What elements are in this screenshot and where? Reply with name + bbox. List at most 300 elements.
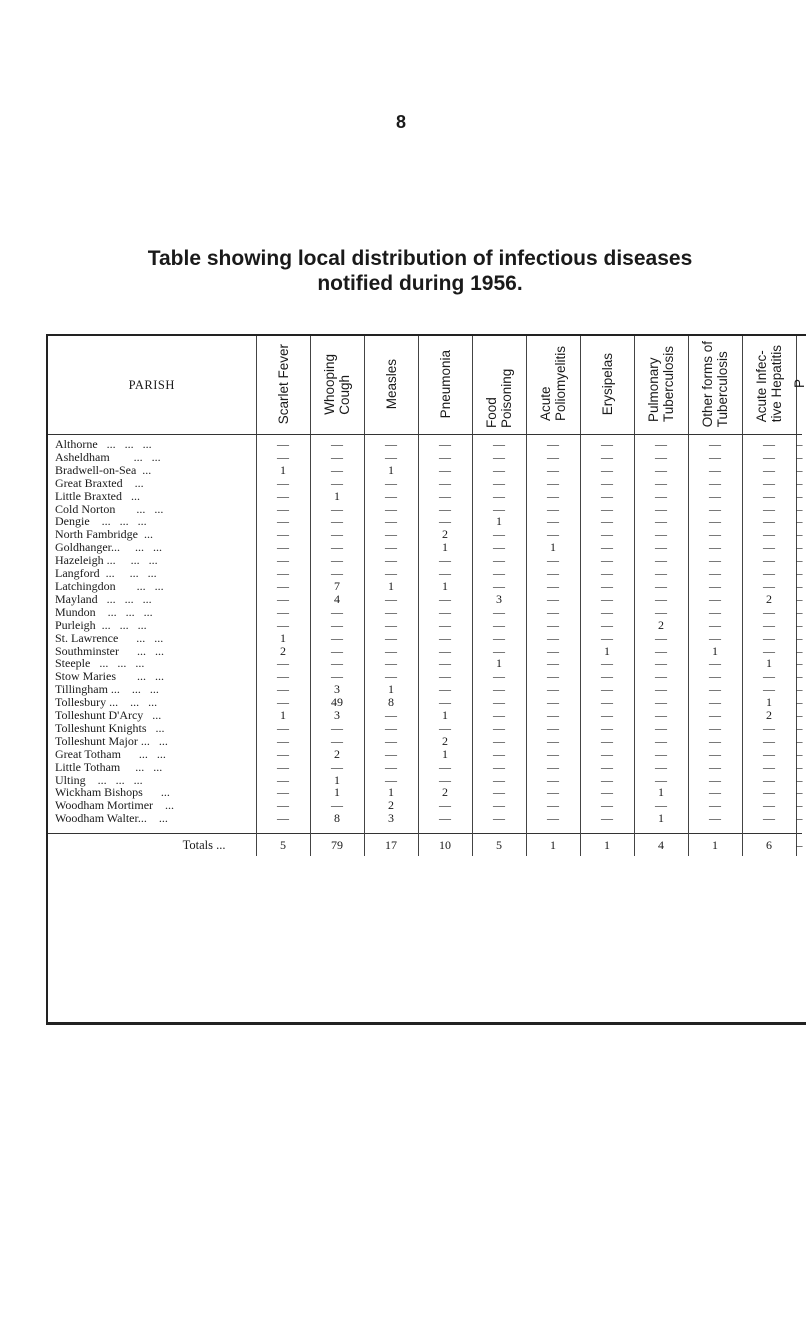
count-cell: — <box>580 567 634 580</box>
column-header-label: Measles <box>383 358 399 410</box>
count-cell: — <box>256 528 310 541</box>
count-cell: 3 <box>310 683 364 696</box>
distribution-table-frame <box>46 334 806 1025</box>
count-cell: — <box>634 503 688 516</box>
parish-name-cell: Tollesbury ... ... ... <box>55 695 158 710</box>
count-cell: — <box>742 477 796 490</box>
count-cell: — <box>580 786 634 799</box>
count-cell: — <box>634 593 688 606</box>
count-cell: – <box>796 527 803 542</box>
count-cell: 1 <box>472 657 526 670</box>
parish-name-cell: Cold Norton ... ... <box>55 501 164 516</box>
distribution-table <box>48 336 807 856</box>
count-cell: — <box>256 451 310 464</box>
count-cell: – <box>796 669 803 684</box>
count-cell: — <box>256 593 310 606</box>
count-cell: — <box>526 735 580 748</box>
count-cell: — <box>364 657 418 670</box>
count-cell: — <box>634 464 688 477</box>
table-row <box>48 761 802 774</box>
count-cell: — <box>418 606 472 619</box>
column-header <box>256 336 310 435</box>
count-cell: 4 <box>310 593 364 606</box>
count-cell: — <box>742 580 796 593</box>
count-cell: — <box>688 696 742 709</box>
count-cell: — <box>256 657 310 670</box>
count-cell: 1 <box>742 657 796 670</box>
count-cell: — <box>418 632 472 645</box>
count-cell: — <box>364 735 418 748</box>
total-cell: 1 <box>688 834 742 857</box>
count-cell: – <box>796 617 803 632</box>
count-cell: — <box>742 761 796 774</box>
count-cell: — <box>742 748 796 761</box>
count-cell: 1 <box>418 709 472 722</box>
count-cell: 1 <box>364 786 418 799</box>
count-cell: — <box>256 786 310 799</box>
table-row <box>48 709 802 722</box>
count-cell: — <box>526 657 580 670</box>
count-cell: — <box>526 528 580 541</box>
count-cell: — <box>688 735 742 748</box>
count-cell: — <box>634 632 688 645</box>
count-cell: 1 <box>634 786 688 799</box>
count-cell: — <box>418 722 472 735</box>
count-cell: — <box>742 722 796 735</box>
count-cell: — <box>310 528 364 541</box>
count-cell: — <box>526 799 580 812</box>
count-cell: – <box>796 759 803 774</box>
spacer-cell <box>364 825 418 834</box>
count-cell: – <box>796 708 803 723</box>
count-cell: — <box>472 528 526 541</box>
count-cell: — <box>742 503 796 516</box>
count-cell: — <box>742 490 796 503</box>
count-cell: – <box>796 514 803 529</box>
count-cell: — <box>472 786 526 799</box>
count-cell: — <box>364 709 418 722</box>
count-cell: — <box>310 645 364 658</box>
count-cell: — <box>688 709 742 722</box>
count-cell: — <box>364 554 418 567</box>
table-row <box>48 477 802 490</box>
count-cell: 2 <box>418 528 472 541</box>
count-cell: — <box>580 554 634 567</box>
count-cell: — <box>580 464 634 477</box>
count-cell: — <box>364 748 418 761</box>
column-header <box>688 336 742 435</box>
count-cell: — <box>580 696 634 709</box>
count-cell: — <box>742 774 796 787</box>
table-row <box>48 554 802 567</box>
parish-name-cell: Dengie ... ... ... <box>55 514 147 529</box>
count-cell: — <box>256 761 310 774</box>
count-cell: — <box>526 567 580 580</box>
count-cell: — <box>256 722 310 735</box>
column-header <box>418 336 472 435</box>
total-cell: 5 <box>256 834 310 857</box>
parish-name-cell: Tillingham ... ... ... <box>55 682 159 697</box>
parish-name-cell: Ulting ... ... ... <box>55 772 143 787</box>
count-cell: — <box>580 490 634 503</box>
count-cell: — <box>634 696 688 709</box>
count-cell: — <box>256 567 310 580</box>
count-cell: — <box>634 748 688 761</box>
count-cell: — <box>310 451 364 464</box>
count-cell: — <box>310 722 364 735</box>
count-cell: — <box>742 799 796 812</box>
count-cell: — <box>418 593 472 606</box>
count-cell: — <box>472 580 526 593</box>
spacer-cell <box>310 825 364 834</box>
count-cell: — <box>526 554 580 567</box>
count-cell: 1 <box>364 683 418 696</box>
count-cell: — <box>688 812 742 825</box>
table-body <box>48 435 802 857</box>
count-cell: – <box>796 449 803 464</box>
count-cell: 3 <box>310 709 364 722</box>
count-cell: — <box>634 554 688 567</box>
count-cell: – <box>796 462 803 477</box>
count-cell: — <box>742 554 796 567</box>
count-cell: 2 <box>634 619 688 632</box>
spacer-cell <box>634 825 688 834</box>
count-cell: — <box>364 435 418 451</box>
spacer-cell <box>418 825 472 834</box>
count-cell: – <box>796 695 803 710</box>
count-cell: — <box>580 657 634 670</box>
count-cell: — <box>418 696 472 709</box>
count-cell: — <box>688 503 742 516</box>
parish-column-header: PARISH <box>48 336 256 435</box>
count-cell: 2 <box>364 799 418 812</box>
title-line-1: Table showing local distribution of infectious diseases <box>147 247 693 270</box>
table-row <box>48 812 802 825</box>
spacer-cell <box>580 825 634 834</box>
column-header <box>472 336 526 435</box>
count-cell: — <box>418 435 472 451</box>
count-cell: — <box>310 657 364 670</box>
count-cell: — <box>472 554 526 567</box>
count-cell: — <box>688 632 742 645</box>
table-row <box>48 696 802 709</box>
count-cell: — <box>580 435 634 451</box>
count-cell: — <box>634 515 688 528</box>
count-cell: — <box>526 774 580 787</box>
count-cell: — <box>580 503 634 516</box>
count-cell: — <box>634 645 688 658</box>
table-row <box>48 670 802 683</box>
count-cell: — <box>256 774 310 787</box>
count-cell: — <box>580 632 634 645</box>
count-cell: — <box>688 799 742 812</box>
parish-name-cell: Langford ... ... ... <box>55 566 157 581</box>
count-cell: — <box>256 435 310 451</box>
count-cell: — <box>526 709 580 722</box>
spacer-row <box>48 825 802 834</box>
count-cell: – <box>796 720 803 735</box>
total-cell: 5 <box>472 834 526 857</box>
count-cell: — <box>634 735 688 748</box>
column-header <box>310 336 364 435</box>
count-cell: — <box>688 761 742 774</box>
column-header-label: Food Poisoning <box>484 368 514 428</box>
count-cell: — <box>688 541 742 554</box>
count-cell: — <box>634 451 688 464</box>
count-cell: 7 <box>310 580 364 593</box>
count-cell: 1 <box>418 748 472 761</box>
column-header <box>634 336 688 435</box>
count-cell: 1 <box>742 696 796 709</box>
count-cell: — <box>526 696 580 709</box>
count-cell: — <box>634 490 688 503</box>
count-cell: — <box>364 477 418 490</box>
count-cell: — <box>364 606 418 619</box>
count-cell: — <box>418 799 472 812</box>
count-cell: — <box>310 735 364 748</box>
parish-name-cell: Latchingdon ... ... <box>55 578 164 593</box>
table-row <box>48 735 802 748</box>
table-row <box>48 451 802 464</box>
count-cell: — <box>634 435 688 451</box>
count-cell: — <box>742 786 796 799</box>
spacer-cell <box>48 825 256 834</box>
count-cell: — <box>580 451 634 464</box>
total-cell: – <box>796 834 802 857</box>
count-cell: — <box>472 774 526 787</box>
count-cell: – <box>796 733 803 748</box>
count-cell: — <box>634 670 688 683</box>
count-cell: — <box>742 632 796 645</box>
table-header-row <box>48 336 802 435</box>
count-cell: — <box>742 451 796 464</box>
count-cell: — <box>256 541 310 554</box>
count-cell: — <box>364 451 418 464</box>
count-cell: — <box>472 683 526 696</box>
count-cell: — <box>580 683 634 696</box>
count-cell: — <box>256 748 310 761</box>
count-cell: — <box>526 786 580 799</box>
count-cell: — <box>688 528 742 541</box>
count-cell: — <box>418 567 472 580</box>
count-cell: — <box>472 722 526 735</box>
spacer-cell <box>796 825 802 834</box>
page-title <box>40 246 800 296</box>
table-row <box>48 619 802 632</box>
count-cell: — <box>256 619 310 632</box>
count-cell: — <box>688 683 742 696</box>
count-cell: — <box>526 580 580 593</box>
count-cell: — <box>688 490 742 503</box>
count-cell: — <box>688 657 742 670</box>
count-cell: — <box>256 670 310 683</box>
count-cell: — <box>472 435 526 451</box>
count-cell: — <box>310 670 364 683</box>
count-cell: — <box>526 593 580 606</box>
count-cell: — <box>472 761 526 774</box>
count-cell: — <box>526 490 580 503</box>
count-cell: – <box>796 591 803 606</box>
count-cell: — <box>742 541 796 554</box>
count-cell: 1 <box>256 709 310 722</box>
count-cell: 8 <box>310 812 364 825</box>
count-cell: — <box>634 709 688 722</box>
parish-name-cell: Steeple ... ... ... <box>55 656 145 671</box>
count-cell: — <box>526 748 580 761</box>
count-cell: — <box>472 670 526 683</box>
column-header-label: P <box>791 379 807 389</box>
count-cell: — <box>580 735 634 748</box>
count-cell: — <box>688 593 742 606</box>
column-header-label: Whooping Cough <box>322 353 352 415</box>
parish-name-cell: Mundon ... ... ... <box>55 604 153 619</box>
count-cell: — <box>472 451 526 464</box>
count-cell: — <box>472 490 526 503</box>
parish-name-cell: Althorne ... ... ... <box>55 437 152 451</box>
count-cell: — <box>742 812 796 825</box>
count-cell: — <box>418 515 472 528</box>
total-cell: 10 <box>418 834 472 857</box>
count-cell: — <box>580 670 634 683</box>
count-cell: — <box>526 464 580 477</box>
count-cell: — <box>472 696 526 709</box>
count-cell: — <box>580 619 634 632</box>
count-cell: — <box>580 812 634 825</box>
count-cell: — <box>688 567 742 580</box>
column-header <box>580 336 634 435</box>
count-cell: — <box>310 464 364 477</box>
column-header-label: Pulmonary Tuberculosis <box>646 345 676 423</box>
count-cell: — <box>472 567 526 580</box>
count-cell: — <box>526 632 580 645</box>
count-cell: — <box>688 554 742 567</box>
column-header-label: Pneumonia <box>437 349 453 419</box>
count-cell: — <box>256 812 310 825</box>
count-cell: 8 <box>364 696 418 709</box>
count-cell: — <box>472 503 526 516</box>
count-cell: — <box>688 515 742 528</box>
count-cell: — <box>472 812 526 825</box>
count-cell: — <box>364 490 418 503</box>
count-cell: — <box>310 554 364 567</box>
count-cell: – <box>796 630 803 645</box>
count-cell: — <box>310 567 364 580</box>
parish-name-cell: Great Totham ... ... <box>55 746 166 761</box>
table-row <box>48 683 802 696</box>
parish-name-cell: Bradwell-on-Sea ... <box>55 462 152 477</box>
count-cell: — <box>688 464 742 477</box>
parish-name-cell: Tolleshunt Major ... ... <box>55 733 168 748</box>
count-cell: — <box>256 515 310 528</box>
totals-row <box>48 834 802 857</box>
count-cell: 1 <box>256 632 310 645</box>
count-cell: — <box>418 619 472 632</box>
table-row <box>48 490 802 503</box>
count-cell: — <box>472 632 526 645</box>
count-cell: — <box>526 477 580 490</box>
count-cell: — <box>634 799 688 812</box>
parish-name-cell: Goldhanger... ... ... <box>55 540 162 555</box>
count-cell: — <box>364 774 418 787</box>
count-cell: — <box>580 606 634 619</box>
count-cell: — <box>580 477 634 490</box>
count-cell: — <box>364 567 418 580</box>
parish-name-cell: Little Totham ... ... <box>55 759 163 774</box>
count-cell: 2 <box>310 748 364 761</box>
count-cell: — <box>310 515 364 528</box>
table-row <box>48 435 802 451</box>
total-cell: 79 <box>310 834 364 857</box>
count-cell: — <box>580 528 634 541</box>
count-cell: — <box>472 541 526 554</box>
count-cell: — <box>580 799 634 812</box>
count-cell: — <box>310 541 364 554</box>
total-cell: 6 <box>742 834 796 857</box>
count-cell: — <box>418 464 472 477</box>
count-cell: – <box>796 785 803 800</box>
count-cell: – <box>796 682 803 697</box>
count-cell: — <box>634 606 688 619</box>
column-header-label: Other forms of Tuberculosis <box>700 340 730 428</box>
count-cell: – <box>796 566 803 581</box>
count-cell: – <box>796 811 803 826</box>
count-cell: — <box>688 619 742 632</box>
total-cell: 1 <box>526 834 580 857</box>
count-cell: — <box>256 683 310 696</box>
count-cell: — <box>634 774 688 787</box>
count-cell: — <box>526 515 580 528</box>
count-cell: 1 <box>688 645 742 658</box>
page-number: 8 <box>395 112 406 132</box>
count-cell: — <box>526 435 580 451</box>
count-cell: — <box>418 554 472 567</box>
count-cell: – <box>796 772 803 787</box>
count-cell: 1 <box>364 580 418 593</box>
count-cell: — <box>472 735 526 748</box>
count-cell: – <box>796 475 803 490</box>
count-cell: — <box>742 619 796 632</box>
count-cell: — <box>364 503 418 516</box>
count-cell: — <box>742 435 796 451</box>
parish-name-cell: Tolleshunt Knights ... <box>55 720 165 735</box>
count-cell: — <box>634 541 688 554</box>
table-row <box>48 503 802 516</box>
count-cell: 2 <box>256 645 310 658</box>
count-cell: — <box>688 435 742 451</box>
count-cell: — <box>256 554 310 567</box>
parish-name-cell: St. Lawrence ... ... <box>55 630 164 645</box>
count-cell: — <box>418 683 472 696</box>
spacer-cell <box>472 825 526 834</box>
parish-name-cell: Mayland ... ... ... <box>55 591 152 606</box>
count-cell: 1 <box>580 645 634 658</box>
column-header-truncated <box>791 336 807 435</box>
parish-name-cell: Stow Maries ... ... <box>55 669 164 684</box>
count-cell: — <box>472 709 526 722</box>
count-cell: — <box>418 774 472 787</box>
column-header <box>526 336 580 435</box>
count-cell: – <box>796 798 803 813</box>
count-cell: — <box>526 645 580 658</box>
spacer-cell <box>742 825 796 834</box>
parish-name-cell: Little Braxted ... <box>55 488 140 503</box>
count-cell: 49 <box>310 696 364 709</box>
count-cell: — <box>472 748 526 761</box>
count-cell: 1 <box>418 541 472 554</box>
count-cell: — <box>418 477 472 490</box>
count-cell: 1 <box>310 774 364 787</box>
count-cell: — <box>256 606 310 619</box>
